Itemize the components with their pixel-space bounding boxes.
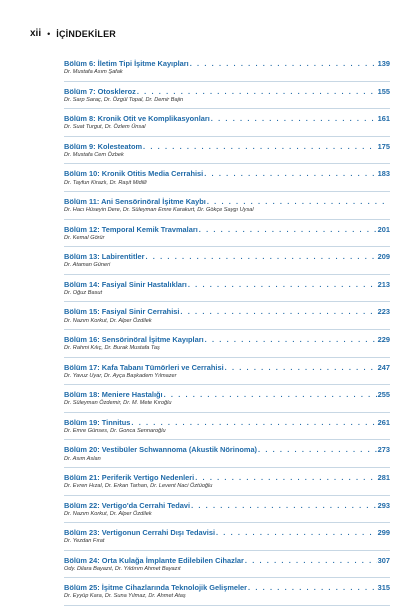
chapter-title[interactable]: Bölüm 19: Tinnitus: [64, 417, 131, 427]
chapter-title[interactable]: Bölüm 24: Orta Kulağa İmplante Edilebilen Cihazlar: [64, 555, 244, 565]
toc-entry[interactable]: [64, 413, 390, 441]
toc-entry-line: [64, 385, 390, 399]
chapter-title[interactable]: Bölüm 23: Vertigonun Cerrahi Dışı Tedavisi: [64, 528, 215, 538]
page-reference[interactable]: 161: [377, 114, 390, 124]
chapter-title[interactable]: Bölüm 9: Kolesteatom: [64, 141, 143, 151]
chapter-authors: Dr. Suat Turgut, Dr. Özlem Ünsal: [64, 124, 146, 131]
chapter-title[interactable]: Bölüm 21: Periferik Vertigo Nedenleri: [64, 472, 195, 482]
table-of-contents: [64, 54, 390, 606]
chapter-authors: Dr. Mustafa Cem Özbek: [64, 151, 124, 158]
dot-leader: [245, 556, 377, 565]
chapter-title[interactable]: Bölüm 15: Fasiyal Sinir Cerrahisi: [64, 307, 180, 317]
toc-entry-line: [64, 82, 390, 96]
toc-entry-line: [64, 275, 390, 289]
toc-entry-line: [64, 302, 390, 316]
page-reference[interactable]: 229: [377, 334, 390, 344]
dot-leader: [258, 445, 377, 454]
toc-entry[interactable]: [64, 164, 390, 192]
dot-leader: [225, 363, 377, 372]
chapter-authors: Dr. Nazım Korkut, Dr. Alper Özdilek: [64, 510, 152, 517]
dot-leader: [180, 307, 376, 316]
toc-entry[interactable]: [64, 496, 390, 524]
page-reference[interactable]: 183: [377, 169, 390, 179]
chapter-title[interactable]: Bölüm 20: Vestibüler Schwannoma (Akustik Nörinoma): [64, 445, 258, 455]
chapter-authors: Dr. Mustafa Asım Şafak: [64, 69, 123, 76]
toc-entry[interactable]: [64, 137, 390, 165]
chapter-title[interactable]: Bölüm 7: Otoskleroz: [64, 86, 136, 96]
dot-leader: [137, 87, 377, 96]
toc-entry-line: [64, 109, 390, 123]
toc-entry[interactable]: [64, 247, 390, 275]
chapter-title[interactable]: Bölüm 18: Meniere Hastalığı: [64, 390, 163, 400]
chapter-authors: Dr. Kemal Görür: [64, 234, 105, 241]
dot-leader: [204, 169, 376, 178]
dot-leader: [146, 252, 377, 261]
page-reference[interactable]: 299: [377, 528, 390, 538]
chapter-title[interactable]: Bölüm 10: Kronik Otitis Media Cerrahisi: [64, 169, 204, 179]
toc-entry-line: [64, 523, 390, 537]
page-reference[interactable]: 209: [377, 252, 390, 262]
dot-leader: [131, 418, 376, 427]
toc-entry-line: [64, 54, 390, 68]
toc-entry[interactable]: [64, 82, 390, 110]
chapter-authors: Dr. Evren Hızal, Dr. Erkan Tarhan, Dr. Levent Naci Öztüoğlu: [64, 483, 213, 490]
chapter-authors: Dr. Emre Günses, Dr. Gonca Sennaroğlu: [64, 427, 166, 434]
toc-entry[interactable]: [64, 468, 390, 496]
chapter-title[interactable]: Bölüm 14: Fasiyal Sinir Hastalıkları: [64, 279, 187, 289]
dot-leader: [195, 473, 376, 482]
toc-entry[interactable]: [64, 578, 390, 606]
toc-entry[interactable]: [64, 523, 390, 551]
dot-leader: [216, 528, 377, 537]
toc-entry-line: [64, 330, 390, 344]
toc-entry-line: [64, 551, 390, 565]
chapter-authors: Dr. Tayfun Kirazlı, Dr. Raşit Midilli: [64, 179, 147, 186]
chapter-title[interactable]: Bölüm 11: Ani Sensörinöral İşitme Kaybı: [64, 196, 206, 206]
page-reference[interactable]: 155: [377, 86, 390, 96]
chapter-authors: Dr. Rahmi Kılıç, Dr. Burak Mustafa Taş: [64, 345, 160, 352]
chapter-authors: Dr. Oğuz Basut: [64, 289, 103, 296]
page-reference[interactable]: 261: [377, 417, 390, 427]
chapter-authors: Dr. Hacı Hüseyin Dere, Dr. Süleyman Emre Karakurt, Dr. Gökçe Saygı Uysal: [64, 207, 254, 214]
chapter-authors: Dr. Asım Aslan: [64, 455, 101, 462]
chapter-title[interactable]: Bölüm 13: Labirentitler: [64, 252, 145, 262]
page-reference[interactable]: 293: [377, 500, 390, 510]
chapter-authors: Dr. Eyyüp Kara, Dr. Suna Yılmaz, Dr. Ahmet Ataş: [64, 593, 186, 600]
chapter-authors: Dr. Nazım Korkut, Dr. Alper Özdilek: [64, 317, 152, 324]
toc-entry[interactable]: [64, 551, 390, 579]
dot-leader: [211, 114, 377, 123]
toc-entry[interactable]: [64, 109, 390, 137]
dot-leader: [143, 142, 377, 151]
toc-entry-line: [64, 578, 390, 592]
page-reference[interactable]: 307: [377, 555, 390, 565]
page-reference[interactable]: 223: [377, 307, 390, 317]
chapter-title[interactable]: Bölüm 22: Vertigo'da Cerrahi Tedavi: [64, 500, 191, 510]
dot-leader: [205, 335, 377, 344]
chapter-authors: Dr. Sarp Saraç, Dr. Özgül Topal, Dr. Demir Bajin: [64, 96, 184, 103]
section-title: İÇİNDEKİLER: [56, 28, 116, 39]
toc-entry[interactable]: [64, 302, 390, 330]
toc-entry[interactable]: [64, 192, 390, 220]
page-reference[interactable]: 273: [377, 445, 390, 455]
chapter-title[interactable]: Bölüm 25: İşitme Cihazlarında Teknolojik Gelişmeler: [64, 583, 248, 593]
chapter-authors: Dr. Yavuz Uyar, Dr. Ayça Başkadem Yılmazer: [64, 372, 177, 379]
chapter-title[interactable]: Bölüm 6: İletim Tipi İşitme Kayıpları: [64, 59, 189, 68]
page-reference[interactable]: 315: [377, 583, 390, 593]
page-reference[interactable]: 201: [377, 224, 390, 234]
chapter-title[interactable]: Bölüm 17: Kafa Tabanı Tümörleri ve Cerrahisi: [64, 362, 224, 372]
page-number: xii: [30, 28, 42, 39]
dot-leader: [248, 583, 377, 592]
dot-leader: [207, 197, 389, 206]
toc-entry-line: [64, 247, 390, 261]
chapter-authors: Dr. Ataman Güneri: [64, 262, 111, 269]
toc-entry[interactable]: [64, 358, 390, 386]
toc-entry-line: [64, 496, 390, 510]
toc-entry-line: [64, 220, 390, 234]
chapter-title[interactable]: Bölüm 8: Kronik Otit ve Komplikasyonları: [64, 114, 210, 124]
page-reference[interactable]: 281: [377, 472, 390, 482]
toc-entry-line: [64, 440, 390, 454]
chapter-authors: Dr. Süleyman Özdemir, Dr. M. Mete Kıroğlu: [64, 400, 172, 407]
toc-entry-line: [64, 192, 390, 206]
toc-entry-line: [64, 468, 390, 482]
chapter-title[interactable]: Bölüm 16: Sensörinöral İşitme Kayıpları: [64, 334, 204, 344]
toc-entry-line: [64, 137, 390, 151]
toc-entry[interactable]: [64, 220, 390, 248]
dot-leader: [188, 280, 377, 289]
toc-entry-line: [64, 358, 390, 372]
chapter-title[interactable]: Bölüm 12: Temporal Kemik Travmaları: [64, 224, 198, 234]
toc-entry[interactable]: [64, 54, 390, 82]
dot-leader: [164, 390, 377, 399]
page-reference[interactable]: 213: [377, 279, 390, 289]
toc-entry[interactable]: [64, 385, 390, 413]
toc-entry[interactable]: [64, 275, 390, 303]
toc-entry-line: [64, 413, 390, 427]
dot-leader: [190, 59, 377, 68]
page-reference[interactable]: 175: [377, 141, 390, 151]
chapter-authors: Dr. Yezdan Fırat: [64, 538, 105, 545]
dot-leader: [199, 225, 377, 234]
toc-entry-line: [64, 164, 390, 178]
page-reference[interactable]: 247: [377, 362, 390, 372]
chapter-authors: Ody. Dilara Bayazıt, Dr. Yıldırım Ahmet Bayazıt: [64, 565, 181, 572]
page-header: [30, 28, 116, 39]
bullet-separator: •: [47, 28, 51, 39]
dot-leader: [191, 501, 377, 510]
page-reference[interactable]: 139: [377, 59, 390, 68]
toc-entry[interactable]: [64, 330, 390, 358]
page-reference[interactable]: 255: [377, 390, 390, 400]
toc-entry[interactable]: [64, 440, 390, 468]
